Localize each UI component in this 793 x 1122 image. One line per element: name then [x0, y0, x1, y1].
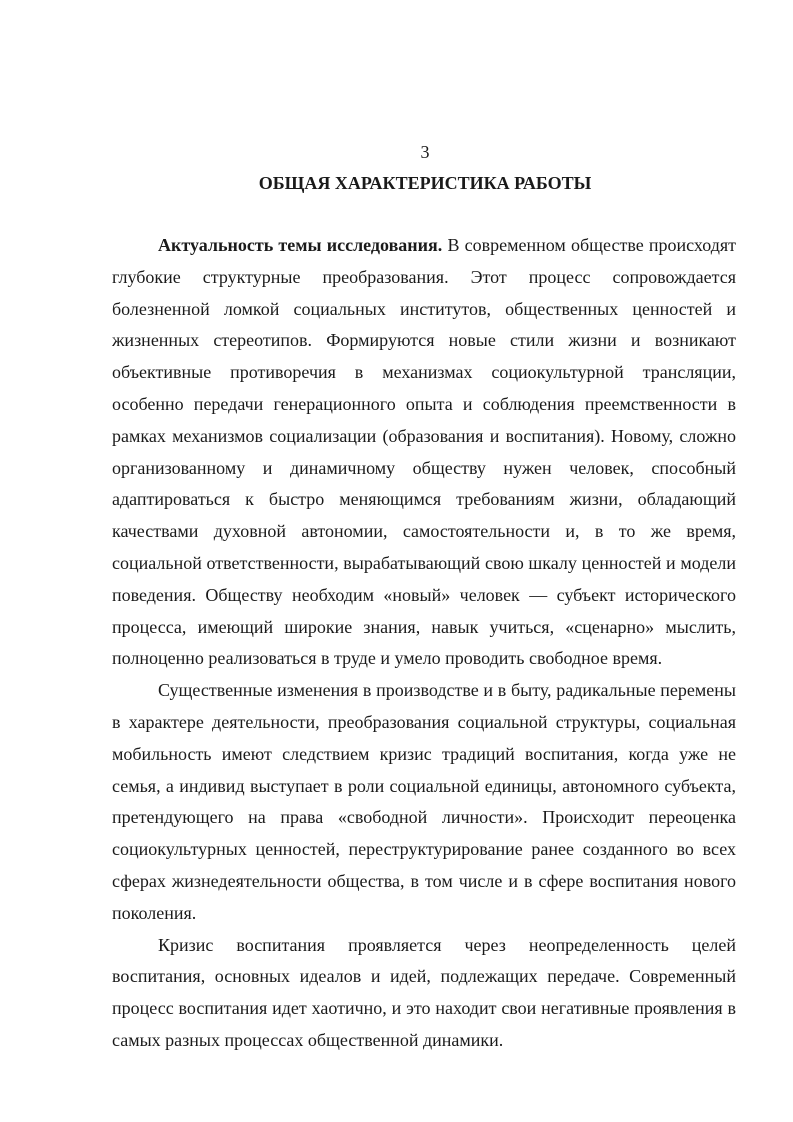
paragraph-relevance	[112, 230, 736, 675]
paragraph-changes: Существенные изменения в производстве и в быту, радикальные перемены в характере деятельности, преобразования социальной структуры, социальная мобильность имеют следствием кризис традиций воспитания, когда уже не семья, а индивид выступает в роли социальной единицы, автономного субъекта, претендующего на права «свободной личности». Происходит переоценка социокультурных ценностей, переструктурирование ранее созданного во всех сферах жизнедеятельности общества, в том числе и в сфере воспитания нового поколения.	[112, 680, 736, 923]
paragraph-lead: Актуальность темы исследования.	[158, 235, 443, 255]
page-number: 3	[420, 142, 430, 162]
document-body	[112, 230, 736, 1057]
page-title: ОБЩАЯ ХАРАКТЕРИСТИКА РАБОТЫ	[258, 173, 592, 193]
paragraph-text: В современном обществе происходят глубокие структурные преобразования. Этот процесс сопровождается болезненной ломкой социальных институтов, общественных ценностей и жизненных стереотипов. Формируются новые стили жизни и возникают объективные противоречия в механизмах социокультурной трансляции, особенно передачи генерационного опыта и соблюдения преемственности в рамках механизмов социализации (образования и воспитания). Новому, сложно организованному и динамичному обществу нужен человек, способный адаптироваться к быстро меняющимся требованиям жизни, обладающий качествами духовной автономии, самостоятельности и, в то же время, социальной ответственности, вырабатывающий свою шкалу ценностей и модели поведения. Обществу необходим «новый» человек — субъект исторического процесса, имеющий широкие знания, навык учиться, «сценарно» мыслить, полноценно реализоваться в труде и умело проводить свободное время.	[112, 235, 736, 669]
paragraph-crisis: Кризис воспитания проявляется через неопределенность целей воспитания, основных идеалов и идей, подлежащих передаче. Современный процесс воспитания идет хаотично, и это находит свои негативные проявления в самых разных процессах общественной динамики.	[112, 934, 736, 1050]
